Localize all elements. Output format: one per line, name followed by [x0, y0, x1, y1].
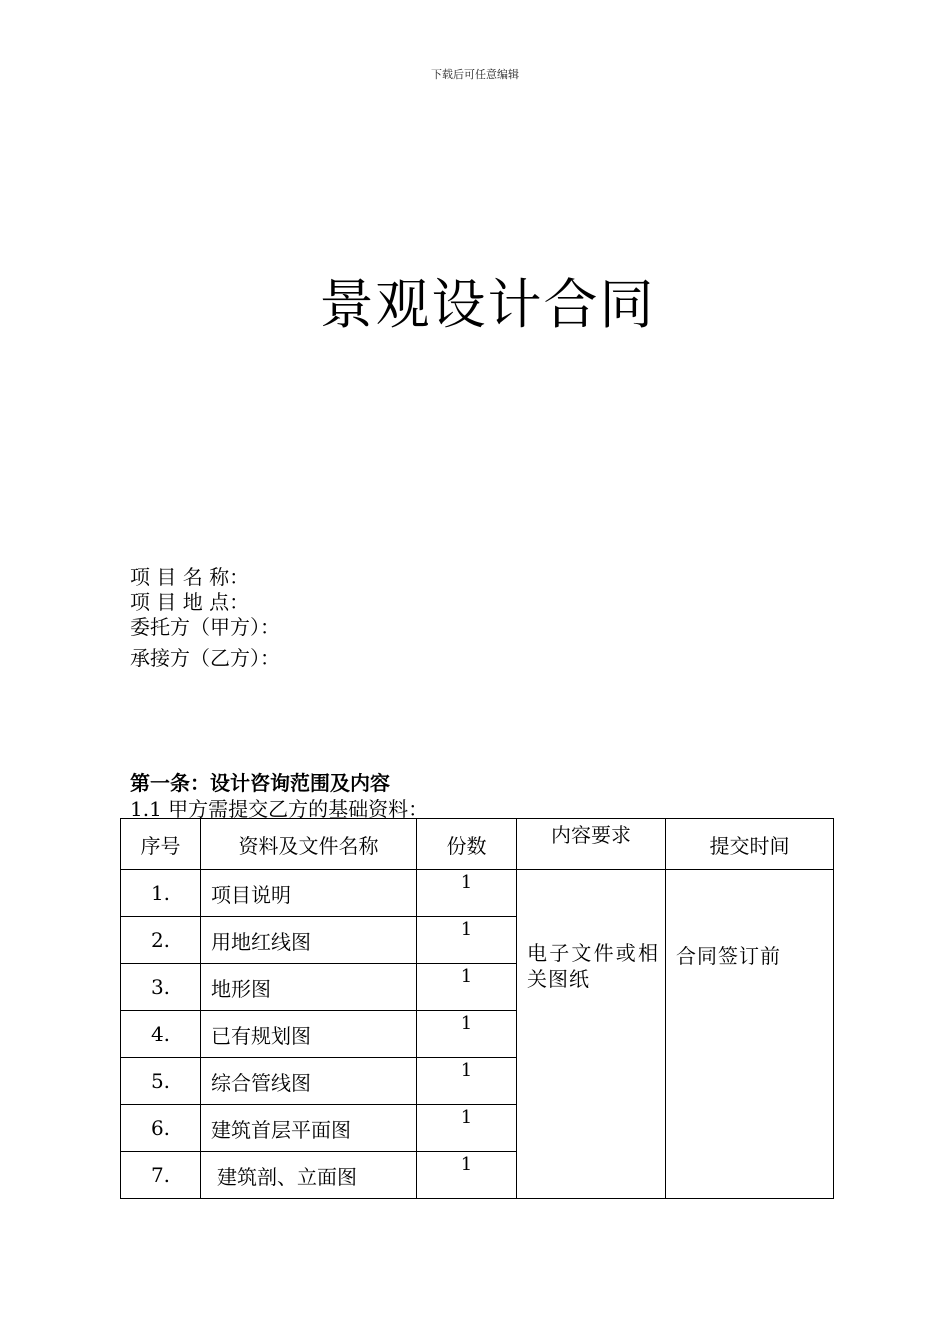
- row-name: 建筑首层平面图: [201, 1105, 417, 1152]
- row-copies: 1: [417, 964, 517, 1011]
- row-index: 7.: [121, 1152, 201, 1199]
- header-note: 下载后可任意编辑: [431, 68, 519, 81]
- row-index: 1.: [121, 870, 201, 917]
- row-copies: 1: [417, 917, 517, 964]
- row-copies: 1: [417, 1011, 517, 1058]
- header-content: 内容要求: [517, 819, 666, 870]
- content-requirement-cell: 电子文件或相关图纸: [517, 870, 666, 1199]
- table-row: [121, 870, 834, 917]
- row-name: 已有规划图: [201, 1011, 417, 1058]
- row-copies: 1: [417, 1152, 517, 1199]
- row-name: 用地红线图: [201, 917, 417, 964]
- header-copies: 份数: [417, 819, 517, 870]
- project-location-label: 项 目 地 点：: [130, 590, 250, 614]
- row-copies: 1: [417, 1105, 517, 1152]
- header-time: 提交时间: [666, 819, 834, 870]
- row-copies: 1: [417, 1058, 517, 1105]
- row-name: 综合管线图: [201, 1058, 417, 1105]
- section-heading: 第一条：设计咨询范围及内容: [130, 771, 390, 795]
- client-label: 委托方（甲方）：: [130, 615, 280, 639]
- submit-time-cell: 合同签订前: [666, 870, 834, 1199]
- header-index: 序号: [121, 819, 201, 870]
- section-subheading: 1.1 甲方需提交乙方的基础资料：: [130, 797, 429, 821]
- row-index: 3.: [121, 964, 201, 1011]
- materials-table: [120, 818, 834, 1199]
- table-header-row: [121, 819, 834, 870]
- row-index: 2.: [121, 917, 201, 964]
- row-name: 项目说明: [201, 870, 417, 917]
- row-index: 5.: [121, 1058, 201, 1105]
- header-name: 资料及文件名称: [201, 819, 417, 870]
- row-name: 地形图: [201, 964, 417, 1011]
- row-index: 4.: [121, 1011, 201, 1058]
- row-name: 建筑剖、立面图: [201, 1152, 417, 1199]
- contractor-label: 承接方（乙方）：: [130, 646, 280, 670]
- row-copies: 1: [417, 870, 517, 917]
- row-index: 6.: [121, 1105, 201, 1152]
- project-name-label: 项 目 名 称：: [130, 565, 250, 589]
- document-title: 景观设计合同: [319, 273, 656, 336]
